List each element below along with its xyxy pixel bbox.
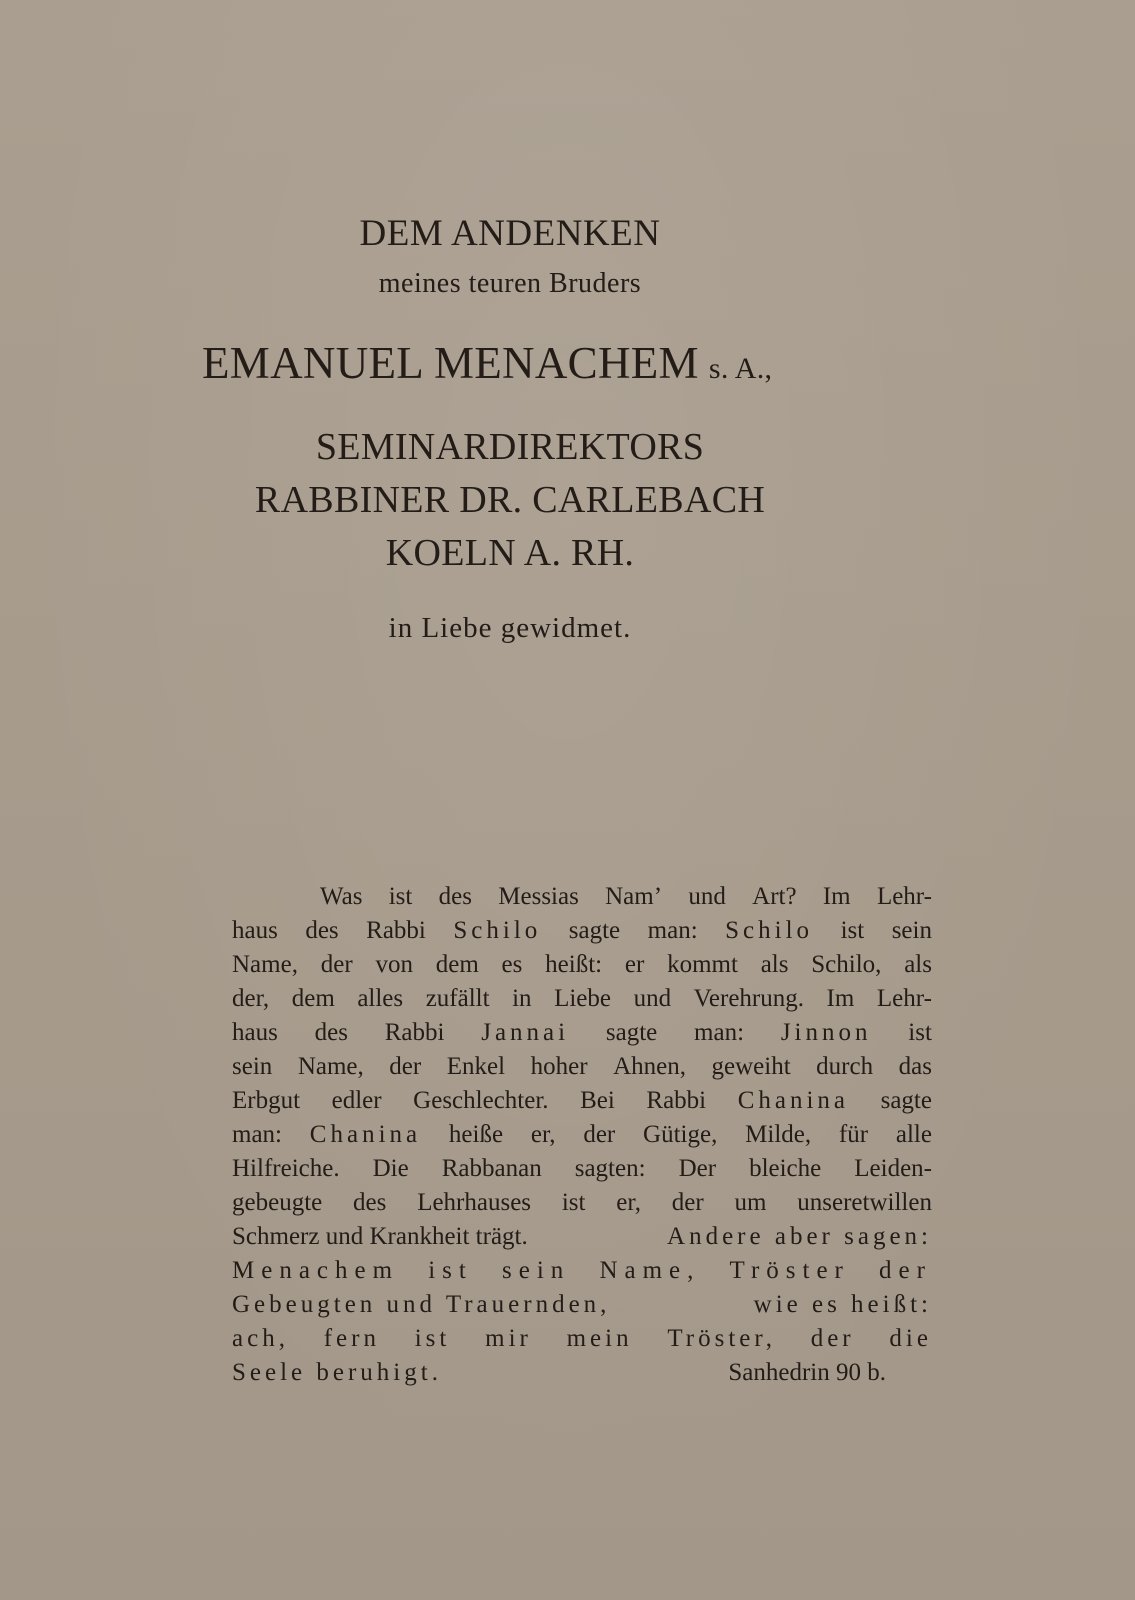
word: ist — [388, 883, 413, 910]
word: mein — [566, 1325, 633, 1352]
role-line-1: SEMINARDIREKTORS — [315, 426, 705, 468]
quote-line — [232, 914, 932, 948]
word: heiße — [448, 1121, 504, 1148]
role-line-3: KOELN A. RH. — [385, 532, 635, 574]
word: der — [810, 1325, 855, 1352]
dedicatee-name-line — [202, 337, 772, 389]
word: Schmerz und Krankheit trägt. — [232, 1223, 528, 1250]
word: Nam’ — [605, 883, 663, 910]
word: sagte — [605, 1019, 658, 1046]
word: Name, — [297, 1053, 364, 1080]
word: Gütige, — [643, 1121, 718, 1148]
word: der — [320, 951, 353, 978]
word: Tröster — [729, 1257, 850, 1284]
quote-line — [232, 1084, 932, 1118]
dedication-closing: in Liebe gewidmet. — [388, 612, 632, 644]
word: Gebeugten und Trauernden, — [232, 1291, 611, 1318]
word: kommt — [667, 951, 738, 978]
word: haus — [232, 1019, 278, 1046]
word: der — [389, 1053, 422, 1080]
word: Enkel — [446, 1053, 506, 1080]
word: der — [671, 1189, 704, 1216]
quote-line — [232, 1322, 932, 1356]
word: des — [314, 1019, 348, 1046]
quote-line — [232, 1118, 932, 1152]
word: Ahnen, — [613, 1053, 686, 1080]
word: er, — [616, 1189, 641, 1216]
word: sein — [502, 1257, 571, 1284]
quote-line — [232, 1050, 932, 1084]
word: fern — [323, 1325, 380, 1352]
word: sein — [232, 1053, 273, 1080]
word: unseretwillen — [797, 1189, 932, 1216]
word: Rabbanan — [441, 1155, 542, 1182]
dedicatee-name: EMANUEL MENACHEM — [202, 338, 699, 388]
word: Leiden- — [854, 1155, 932, 1182]
spaced-name: Schilo — [453, 917, 542, 944]
word: gebeugte — [232, 1189, 323, 1216]
word: geweiht — [711, 1053, 791, 1080]
word: alle — [895, 1121, 932, 1148]
word: für — [838, 1121, 869, 1148]
word: Was — [320, 883, 363, 910]
word: der — [583, 1121, 616, 1148]
word: dem — [435, 951, 479, 978]
word: man: — [694, 1019, 745, 1046]
word: Rabbi — [384, 1019, 445, 1046]
quote-line — [232, 1152, 932, 1186]
word: sein — [891, 917, 932, 944]
word: es — [501, 951, 523, 978]
word: Erbgut — [232, 1087, 301, 1114]
word: wie es heißt: — [753, 1291, 932, 1318]
word: zufällt — [425, 985, 490, 1012]
quote-line — [232, 1254, 932, 1288]
word: als — [760, 951, 789, 978]
word: um — [734, 1189, 767, 1216]
spaced-name: Jinnon — [780, 1019, 872, 1046]
word: Rabbi — [646, 1087, 707, 1114]
word: haus — [232, 917, 278, 944]
word: des — [438, 883, 472, 910]
word: die — [889, 1325, 932, 1352]
word: Verehrung. — [693, 985, 804, 1012]
spaced-name: Jannai — [481, 1019, 570, 1046]
quote-final-words: Seele beruhigt. — [232, 1359, 442, 1386]
word: Rabbi — [366, 917, 426, 944]
quote-line — [232, 1186, 932, 1220]
word: er, — [530, 1121, 556, 1148]
word: bleiche — [749, 1155, 822, 1182]
word: er — [624, 951, 645, 978]
word: in — [512, 985, 532, 1012]
word: Lehrhauses — [417, 1189, 532, 1216]
word: edler — [331, 1087, 382, 1114]
quote-line — [232, 982, 932, 1016]
word: Name, — [232, 951, 298, 978]
name-suffix: s. A., — [708, 352, 773, 385]
word: Bei — [580, 1087, 615, 1114]
quote-line — [232, 1288, 932, 1322]
word: ist — [414, 1325, 451, 1352]
word: Messias — [498, 883, 579, 910]
dedication-title: DEM ANDENKEN — [359, 213, 661, 254]
word: Art? — [752, 883, 797, 910]
word: man: — [647, 917, 698, 944]
word: Liebe — [554, 985, 612, 1012]
word: ach, — [232, 1325, 289, 1352]
word: der, — [232, 985, 270, 1012]
word: das — [898, 1053, 932, 1080]
word: Im — [822, 883, 851, 910]
quote-line — [232, 1220, 932, 1254]
word: der — [879, 1257, 932, 1284]
quote-line — [232, 948, 932, 982]
quote-line — [232, 880, 932, 914]
word: Lehr- — [876, 883, 932, 910]
spaced-name: Chanina — [737, 1087, 850, 1114]
word: ist — [428, 1257, 473, 1284]
word: Menachem — [232, 1257, 400, 1284]
quote-source-citation: Sanhedrin 90 b. — [728, 1359, 886, 1386]
word: Geschlechter. — [413, 1087, 549, 1114]
word: ist — [561, 1189, 586, 1216]
word: ist — [908, 1019, 932, 1046]
word: heißt: — [545, 951, 603, 978]
word: Die — [372, 1155, 409, 1182]
word: als — [904, 951, 932, 978]
role-line-2: RABBINER DR. CARLEBACH — [254, 479, 766, 521]
word: und — [688, 883, 726, 910]
dedication-subtitle: meines teuren Bruders — [378, 268, 642, 299]
word: mir — [485, 1325, 532, 1352]
word: Der — [678, 1155, 717, 1182]
word: Hilfreiche. — [232, 1155, 340, 1182]
word: durch — [816, 1053, 874, 1080]
quote-last-line — [232, 1356, 932, 1390]
word: hoher — [530, 1053, 588, 1080]
spaced-phrase: Andere aber sagen: — [667, 1223, 932, 1250]
word: Im — [826, 985, 855, 1012]
word: des — [305, 917, 339, 944]
word: man: — [232, 1121, 282, 1148]
word: Schilo, — [811, 951, 882, 978]
word: des — [353, 1189, 387, 1216]
word: ist — [840, 917, 865, 944]
word: dem — [291, 985, 335, 1012]
word: sagte — [880, 1087, 932, 1114]
word: sagten: — [574, 1155, 646, 1182]
word: von — [375, 951, 413, 978]
word: Name, — [599, 1257, 701, 1284]
talmud-quote — [232, 880, 932, 1390]
quote-line — [232, 1016, 932, 1050]
word: alles — [357, 985, 404, 1012]
word: Milde, — [745, 1121, 812, 1148]
word: und — [633, 985, 672, 1012]
word: sagte — [568, 917, 621, 944]
spaced-name: Schilo — [725, 917, 814, 944]
word: Tröster, — [667, 1325, 776, 1352]
word: Lehr- — [876, 985, 932, 1012]
spaced-name: Chanina — [309, 1121, 422, 1148]
